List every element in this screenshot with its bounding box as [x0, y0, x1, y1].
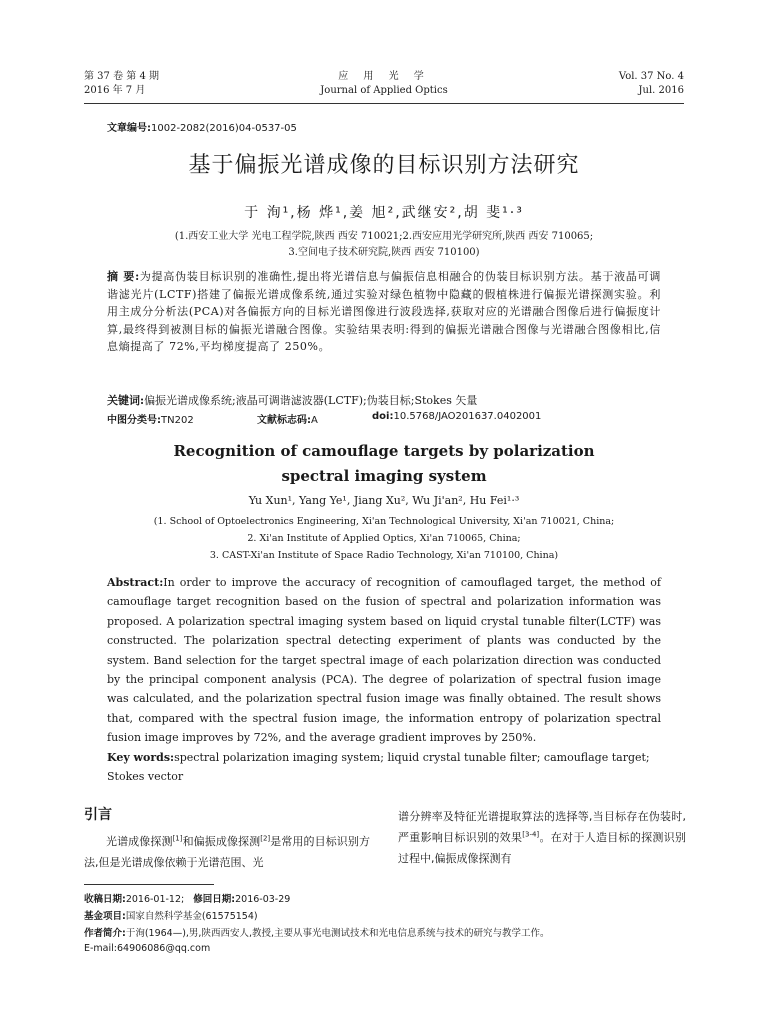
title-cn: 基于偏振光谱成像的目标识别方法研究 — [188, 153, 580, 178]
journal-name-en: Journal of Applied Optics — [320, 85, 448, 96]
journal-name-cn: 应 用 光 学 — [338, 71, 430, 82]
header-journal — [84, 70, 684, 98]
title-en-line: Recognition of camouflage targets by polarization — [173, 442, 595, 460]
body-left-column — [84, 805, 370, 873]
intro-paragraph-left — [84, 831, 370, 873]
article-number — [107, 119, 297, 134]
section-heading: 引言 — [84, 807, 112, 823]
intro-text: 光谱成像探测 — [106, 835, 173, 848]
revised-date: 2016-03-29 — [235, 894, 291, 905]
header-rule — [84, 103, 684, 104]
citation-ref: [2] — [260, 834, 271, 843]
volume-issue-en: Vol. 37 No. 4 — [618, 71, 684, 82]
revised-label: 修回日期: — [193, 894, 236, 905]
document-code-value: A — [311, 415, 318, 426]
bio-label: 作者简介: — [84, 928, 126, 939]
footnote-dates — [84, 893, 684, 907]
date-en: Jul. 2016 — [638, 85, 684, 96]
affiliation-en-line: 3. CAST-Xi'an Institute of Space Radio Technology, Xi'an 710100, China) — [209, 550, 559, 561]
clc-value: TN202 — [161, 415, 194, 426]
doi-label: doi: — [372, 411, 394, 422]
abstract-en — [107, 573, 661, 748]
keywords-cn-text: 偏振光谱成像系统;液晶可调谐滤波器(LCTF);伪装目标;Stokes 矢量 — [144, 394, 478, 407]
date-cn: 2016 年 7 月 — [84, 85, 146, 96]
keywords-en-text: spectral polarization imaging system; liquid crystal tunable filter; camouflage target; Stokes vector — [107, 751, 650, 783]
fund-value: 国家自然科学基金(61575154) — [125, 911, 258, 922]
keywords-cn-label: 关键词: — [107, 394, 145, 407]
received-date: 2016-01-12; — [125, 894, 185, 905]
clc-number — [107, 411, 194, 426]
footnote-email: E-mail:64906086@qq.com — [84, 943, 211, 954]
header-volume-en — [619, 70, 684, 98]
footnote-bio — [84, 927, 684, 941]
doi — [372, 411, 541, 422]
affiliation-en-line: 2. Xi'an Institute of Applied Optics, Xi'an 710065, China; — [247, 533, 521, 544]
article-number-label: 文章编号: — [107, 123, 151, 134]
bio-value: 于洵(1964—),男,陕西西安人,教授,主要从事光电测试技术和光电信息系统与技术的研究与教学工作。 — [125, 928, 550, 939]
abstract-cn-text: 为提高伪装目标识别的准确性,提出将光谱信息与偏振信息相融合的伪装目标识别方法。基于液晶可调谐滤光片(LCTF)搭建了偏振光谱成像系统,通过实验对绿色植物中隐藏的假植株进行偏振光谱探测实验。利用主成分分析法(PCA)对各偏振方向的目标光谱图像进行波段选择,获取对应的光谱融合图像后进行偏振度计算,最终得到被测目标的偏振光谱融合图像。实验结果表明:得到的偏振光谱融合图像与光谱融合图像相比,信息熵提高了 72%,平均梯度提高了 250%。 — [107, 270, 661, 353]
affiliation-cn-line: (1.西安工业大学 光电工程学院,陕西 西安 710021;2.西安应用光学研究所,陕西 西安 710065; — [174, 231, 594, 242]
keywords-en-label: Key words: — [107, 751, 175, 764]
keywords-cn — [107, 392, 667, 408]
authors-cn: 于 洵¹,杨 烨¹,姜 旭²,武继安²,胡 斐¹·³ — [244, 205, 524, 221]
footnote-fund — [84, 910, 684, 924]
authors-en: Yu Xun¹, Yang Ye¹, Jiang Xu², Wu Ji'an², Hu Fei¹·³ — [248, 494, 520, 507]
clc-label: 中图分类号: — [107, 415, 161, 426]
doi-value: 10.5768/JAO201637.0402001 — [393, 411, 542, 422]
affiliation-cn-line: 3.空间电子技术研究院,陕西 西安 710100) — [288, 247, 480, 258]
affiliation-en-line: (1. School of Optoelectronics Engineering, Xi'an Technological University, Xi'an 710021, China; — [153, 516, 615, 527]
intro-paragraph-right — [398, 806, 686, 869]
body-right-column — [398, 806, 686, 869]
title-en-line: spectral imaging system — [281, 467, 487, 485]
intro-text: 和偏振成像探测 — [182, 835, 261, 848]
article-number-value: 1002-2082(2016)04-0537-05 — [151, 123, 297, 134]
fund-label: 基金项目: — [84, 911, 126, 922]
document-code-label: 文献标志码: — [257, 415, 311, 426]
citation-ref: [1] — [172, 834, 183, 843]
abstract-en-text: In order to improve the accuracy of recognition of camouflaged target, the method of camouflage target recognition based on the fusion of spectral and polarization information was proposed. A polarization spectral imaging system based on liquid crystal tunable filter(LCTF) was constructed. The polarization spectral detecting experiment of plants was conducted by the system. Band selection for the target spectral image of each polarization direction was conducted by the principal component analysis (PCA). The degree of polarization of spectral fusion image was calculated, and the polarization spectral fusion image was finally obtained. The result shows that, compared with the spectral fusion image, the information entropy of polarization spectral fusion image improves by 72%, and the average gradient improves by 250%. — [107, 576, 661, 745]
intro-text: 是常用的目标识别方法,但是光谱成像依赖于光谱范围、光 — [84, 835, 370, 869]
abstract-en-label: Abstract: — [107, 576, 164, 589]
citation-ref: [3-4] — [522, 830, 540, 839]
footnote-rule — [84, 884, 214, 885]
abstract-cn — [107, 268, 661, 356]
abstract-cn-label: 摘 要: — [107, 270, 140, 283]
intro-text: 谱分辨率及特征光谱提取算法的选择等,当目标存在伪装时,严重影响目标识别的效果 — [398, 810, 686, 844]
running-header — [84, 70, 684, 102]
volume-issue-cn: 第 37 卷 第 4 期 — [84, 71, 159, 82]
received-label: 收稿日期: — [84, 894, 126, 905]
document-code — [257, 411, 318, 426]
intro-text: 。在对于人造目标的探测识别过程中,偏振成像探测有 — [398, 831, 687, 865]
keywords-en — [107, 748, 661, 786]
